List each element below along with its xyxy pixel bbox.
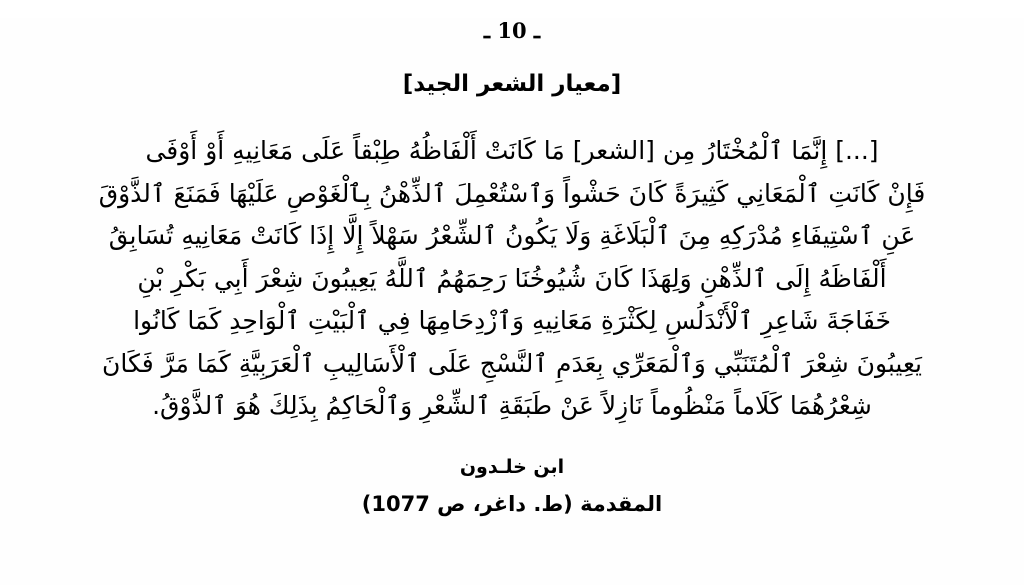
text-line: خَفَاجَةَ شَاعِرِ ٱلْأَنْدَلُسِ لِكَثْرَةِ مَعَانِيهِ وَٱزْدِحَامِهَا فِي ٱلْبَيْتِ ٱلْوَاحِدِ كَمَا كَانُوا <box>133 306 891 335</box>
text-line: [...] إِنَّمَا ٱلْمُخْتَارُ مِن [الشعر] مَا كَانَتْ أَلْفَاظُهُ طِبْقاً عَلَى مَعَانِيهِ أَوْ أَوْفَى <box>145 136 879 165</box>
page-title: [معيار الشعر الجيد] <box>402 71 622 97</box>
source-reference: المقدمة (ط. داغر، ص 1077) <box>361 491 663 516</box>
author-name: ابن خلـدون <box>459 455 565 478</box>
text-line: فَإِنْ كَانَتِ ٱلْمَعَانِي كَثِيرَةً كَانَ حَشْواً وَٱسْتُعْمِلَ ٱلذِّهْنُ بِٱلْغَوْصِ عَلَيْهَا فَمَنَعَ ٱلذَّوْقَ <box>98 178 926 208</box>
document-page <box>0 18 1024 585</box>
body-text <box>97 131 927 426</box>
text-line: شِعْرُهُمَا كَلَاماً مَنْظُوماً نَازِلاً عَنْ طَبَقَةِ ٱلشِّعْرِ وَٱلْحَاكِمُ بِذَلِكَ هُوَ ٱلذَّوْقُ. <box>152 391 872 420</box>
attribution-block <box>0 456 1024 516</box>
page-number: ـ 10 ـ <box>483 18 541 43</box>
text-line: عَنِ ٱسْتِيفَاءِ مُدْرَكِهِ مِنَ ٱلْبَلَاغَةِ وَلَا يَكُونُ ٱلشِّعْرُ سَهْلاً إِلَّا إِذَا كَانَتْ مَعَانِيهِ تُسَابِقُ <box>108 221 916 250</box>
text-line: يَعِيبُونَ شِعْرَ ٱلْمُتَنَبِّي وَٱلْمَعَرِّي بِعَدَمِ ٱلنَّسْجِ عَلَى ٱلْأَسَالِيبِ ٱلْعَرَبِيَّةِ كَمَا مَرَّ فَكَانَ <box>102 348 922 378</box>
text-line: أَلْفَاظَهُ إِلَى ٱلذِّهْنِ وَلِهَذَا كَانَ شُيُوخُنَا رَحِمَهُمُ ٱللَّهُ يَعِيبُونَ شِعْرَ أَبِي بَكْرِ بْنِ <box>137 263 887 293</box>
